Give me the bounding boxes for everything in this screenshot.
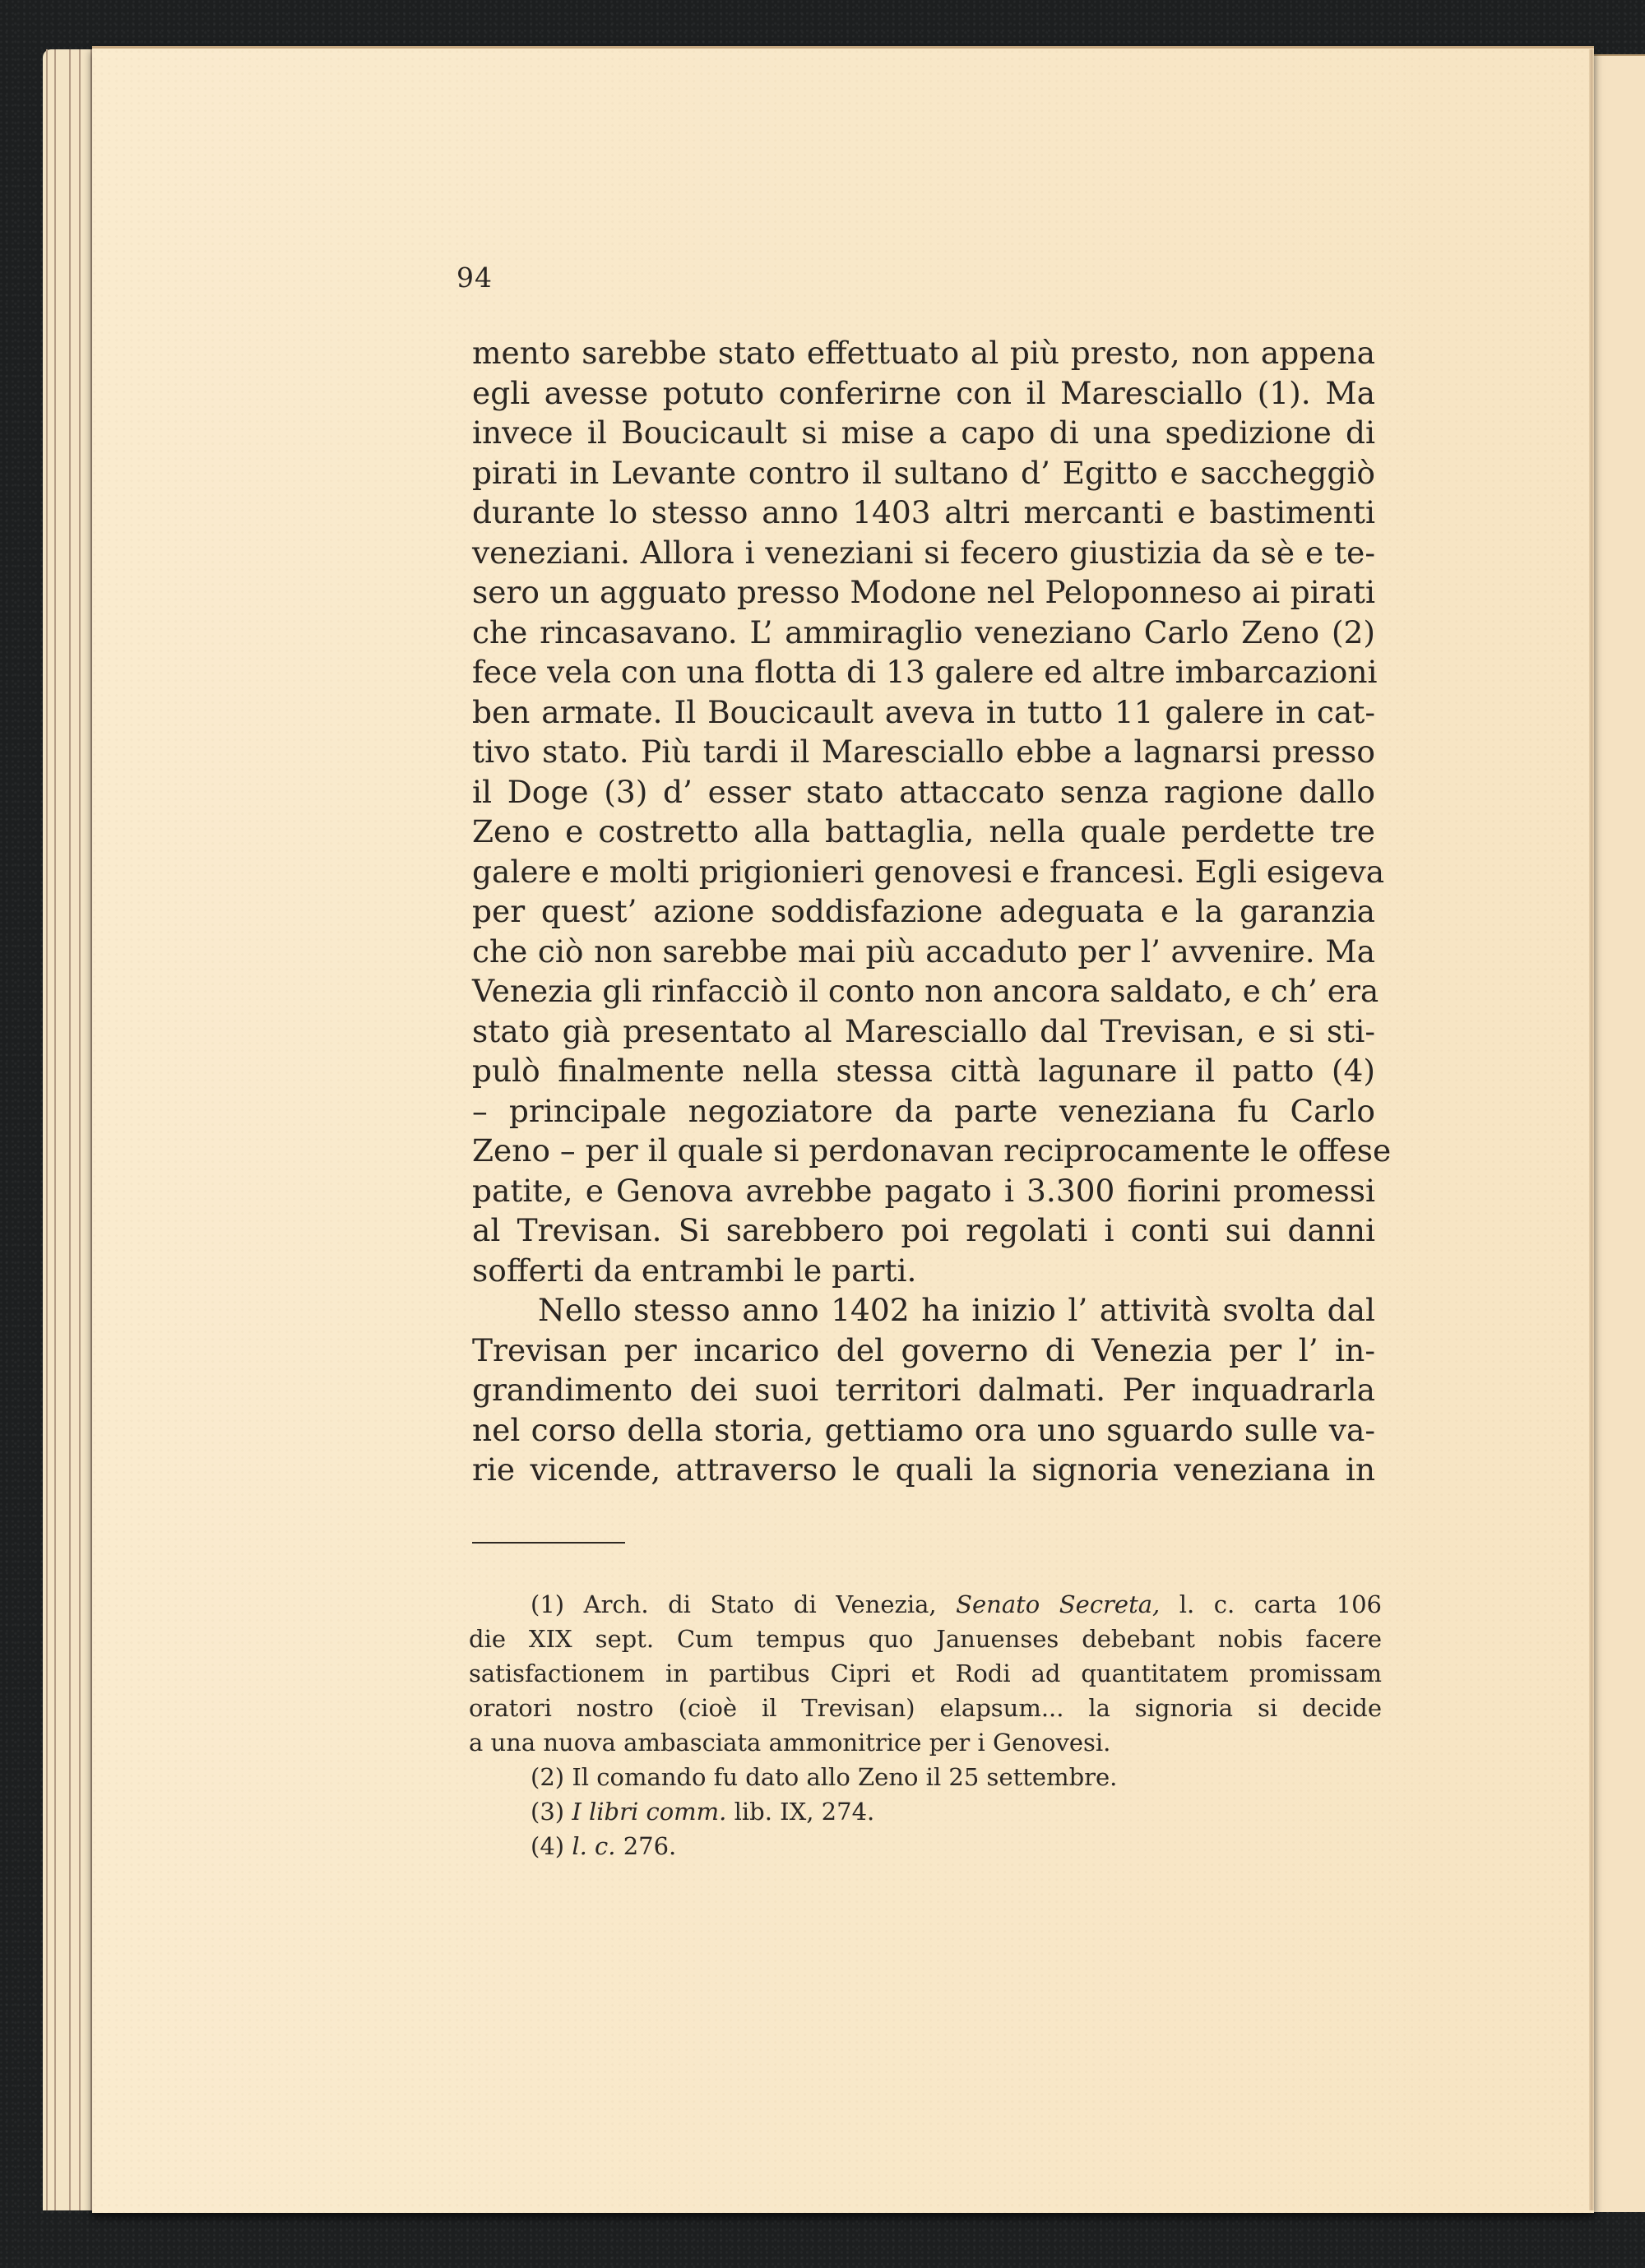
text-line: Venezia gli rinfacciò il conto non ancora saldato, e ch’ era bbox=[472, 973, 1379, 1009]
footnote-text: 276. bbox=[623, 1832, 677, 1860]
text-line: egli avesse potuto conferirne con il Maresciallo (1). Ma bbox=[472, 374, 1375, 411]
footnote-italic-title: Senato Secreta, bbox=[956, 1590, 1161, 1618]
text-line: pulò finalmente nella stessa città lagunare il patto (4) bbox=[472, 1053, 1375, 1089]
paragraph-start-line: Nello stesso anno 1402 ha inizio l’ attività svolta dal bbox=[538, 1292, 1375, 1328]
text-line: invece il Boucicault si mise a capo di una spedizione di bbox=[472, 414, 1375, 451]
footnote-text: lib. IX, 274. bbox=[734, 1798, 875, 1826]
footnote-1 bbox=[469, 1587, 1382, 1622]
text-line: stato già presentato al Maresciallo dal Trevisan, e si sti- bbox=[472, 1012, 1375, 1049]
footnote-italic-title: I libri comm. bbox=[572, 1798, 727, 1826]
text-line: Zeno e costretto alla battaglia, nella quale perdette tre bbox=[472, 813, 1375, 849]
text-line: pirati in Levante contro il sultano d’ Egitto e saccheggiò bbox=[472, 454, 1375, 491]
text-line: galere e molti prigionieri genovesi e francesi. Egli esigeva bbox=[472, 853, 1385, 890]
text-line: – principale negoziatore da parte veneziana fu Carlo bbox=[472, 1092, 1375, 1129]
text-line: veneziani. Allora i veneziani si fecero giustizia da sè e te- bbox=[472, 534, 1375, 571]
footnote-4 bbox=[469, 1829, 1382, 1863]
adjacent-page bbox=[1594, 54, 1645, 2212]
footnote-text: Arch. di Stato di Venezia, bbox=[583, 1590, 937, 1618]
text-line: tivo stato. Più tardi il Maresciallo ebbe a lagnarsi presso bbox=[472, 734, 1375, 770]
footnote-3 bbox=[469, 1794, 1382, 1829]
text-line: Zeno – per il quale si perdonavan reciprocamente le offese bbox=[472, 1132, 1392, 1169]
paragraph-end-line: sofferti da entrambi le parti. bbox=[472, 1252, 917, 1289]
footnote-separator bbox=[472, 1542, 625, 1544]
page-edge-line bbox=[79, 49, 81, 2210]
text-line: rie vicende, attraverso le quali la signoria veneziana in bbox=[472, 1451, 1375, 1488]
footnote-marker: (4) bbox=[531, 1832, 565, 1860]
page-edge-line bbox=[54, 49, 56, 2210]
body-text bbox=[472, 333, 1392, 1490]
page-edge-line bbox=[46, 49, 48, 2210]
text-line: mento sarebbe stato effettuato al più presto, non appena bbox=[472, 335, 1375, 371]
text-line: grandimento dei suoi territori dalmati. Per inquadrarla bbox=[472, 1372, 1375, 1408]
page-fold bbox=[1589, 49, 1594, 2210]
footnote-marker: (2) bbox=[531, 1763, 565, 1791]
footnote-text: l. c. carta 106 bbox=[1179, 1590, 1382, 1618]
text-line: al Trevisan. Si sarebbero poi regolati i conti sui danni bbox=[472, 1212, 1375, 1248]
footnote-marker: (1) bbox=[531, 1590, 565, 1618]
text-line: il Doge (3) d’ esser stato attaccato senza ragione dallo bbox=[472, 773, 1375, 810]
text-line: nel corso della storia, gettiamo ora uno sguardo sulle va- bbox=[472, 1411, 1375, 1448]
text-line: ben armate. Il Boucicault aveva in tutto 11 galere in cat- bbox=[472, 693, 1375, 730]
footnote-line: oratori nostro (cioè il Trevisan) elapsum... la signoria si decide bbox=[469, 1694, 1382, 1722]
text-line: fece vela con una flotta di 13 galere ed altre imbarcazioni bbox=[472, 654, 1378, 690]
text-line: che rincasavano. L’ ammiraglio veneziano Carlo Zeno (2) bbox=[472, 613, 1375, 650]
page-edge-line bbox=[69, 49, 71, 2210]
footnote-line: die XIX sept. Cum tempus quo Januenses debebant nobis facere bbox=[469, 1625, 1382, 1653]
text-line: durante lo stesso anno 1403 altri mercanti e bastimenti bbox=[472, 494, 1375, 530]
text-line: patite, e Genova avrebbe pagato i 3.300 fiorini promessi bbox=[472, 1172, 1375, 1209]
footnote-2 bbox=[469, 1760, 1382, 1794]
footnote-line: satisfactionem in partibus Cipri et Rodi ad quantitatem promissam bbox=[469, 1659, 1382, 1687]
footnote-marker: (3) bbox=[531, 1798, 565, 1826]
page-number: 94 bbox=[456, 262, 493, 294]
footnote-italic-title: l. c. bbox=[572, 1832, 616, 1860]
text-line: Trevisan per incarico del governo di Venezia per l’ in- bbox=[472, 1331, 1375, 1368]
footnotes bbox=[469, 1587, 1382, 1863]
footnote-line: a una nuova ambasciata ammonitrice per i Genovesi. bbox=[469, 1729, 1111, 1757]
text-line: sero un agguato presso Modone nel Peloponneso ai pirati bbox=[472, 574, 1375, 610]
footnote-text: Il comando fu dato allo Zeno il 25 settembre. bbox=[572, 1763, 1118, 1791]
text-line: che ciò non sarebbe mai più accaduto per l’ avvenire. Ma bbox=[472, 933, 1375, 970]
text-line: per quest’ azione soddisfazione adeguata e la garanzia bbox=[472, 893, 1375, 929]
